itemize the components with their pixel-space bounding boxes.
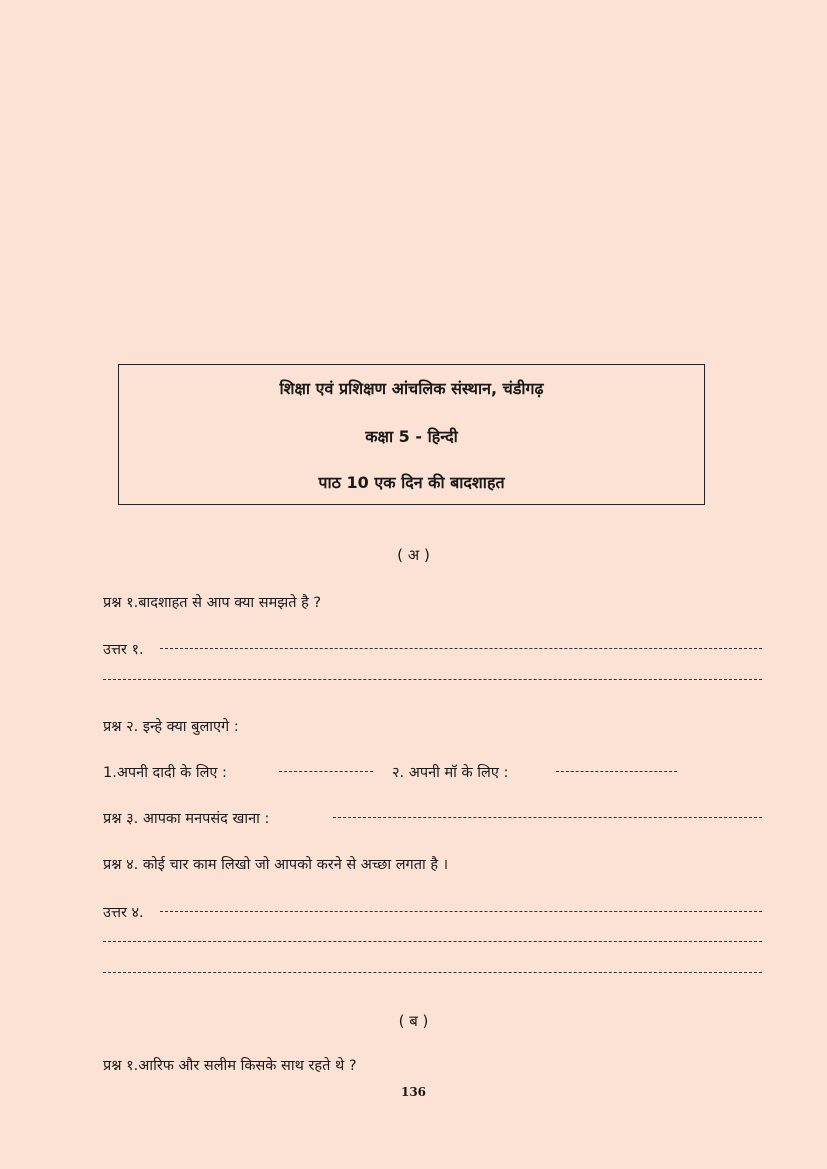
title-box xyxy=(118,364,705,505)
section-b-label: ( ब ) xyxy=(398,1012,429,1030)
answer-4-line-3[interactable] xyxy=(103,972,762,973)
answer-2-part-2-line[interactable] xyxy=(556,771,677,772)
answer-3-line[interactable] xyxy=(333,817,762,818)
lesson-title: पाठ 10 एक दिन की बादशाहत xyxy=(318,473,505,492)
page-number: 136 xyxy=(400,1085,427,1099)
answer-1-label: उत्तर १. xyxy=(103,642,144,658)
answer-4-label: उत्तर ४. xyxy=(103,905,144,921)
question-4: प्रश्न ४. कोई चार काम लिखो जो आपको करने से अच्छा लगता है । xyxy=(103,857,449,873)
answer-1-line-1[interactable] xyxy=(160,648,762,649)
question-3: प्रश्न ३. आपका मनपसंद खाना : xyxy=(103,811,270,827)
answer-2-part-1-line[interactable] xyxy=(279,771,373,772)
answer-4-line-2[interactable] xyxy=(103,941,762,942)
institute-name: शिक्षा एवं प्रशिक्षण आंचलिक संस्थान, चंडीगढ़ xyxy=(279,379,544,398)
section-b-question-1: प्रश्न १.आरिफ और सलीम किसके साथ रहते थे ? xyxy=(103,1058,357,1074)
question-2-part-2: २. अपनी मॉ के लिए : xyxy=(392,765,509,781)
answer-1-line-2[interactable] xyxy=(103,679,762,680)
question-2-part-1: 1.अपनी दादी के लिए : xyxy=(103,765,227,781)
question-2: प्रश्न २. इन्हे क्या बुलाएगे : xyxy=(103,719,239,735)
class-subject: कक्षा 5 - हिन्दी xyxy=(365,427,458,446)
answer-4-line-1[interactable] xyxy=(160,911,762,912)
section-a-label: ( अ ) xyxy=(397,546,430,564)
question-1: प्रश्न १.बादशाहत से आप क्या समझते है ? xyxy=(103,595,322,611)
